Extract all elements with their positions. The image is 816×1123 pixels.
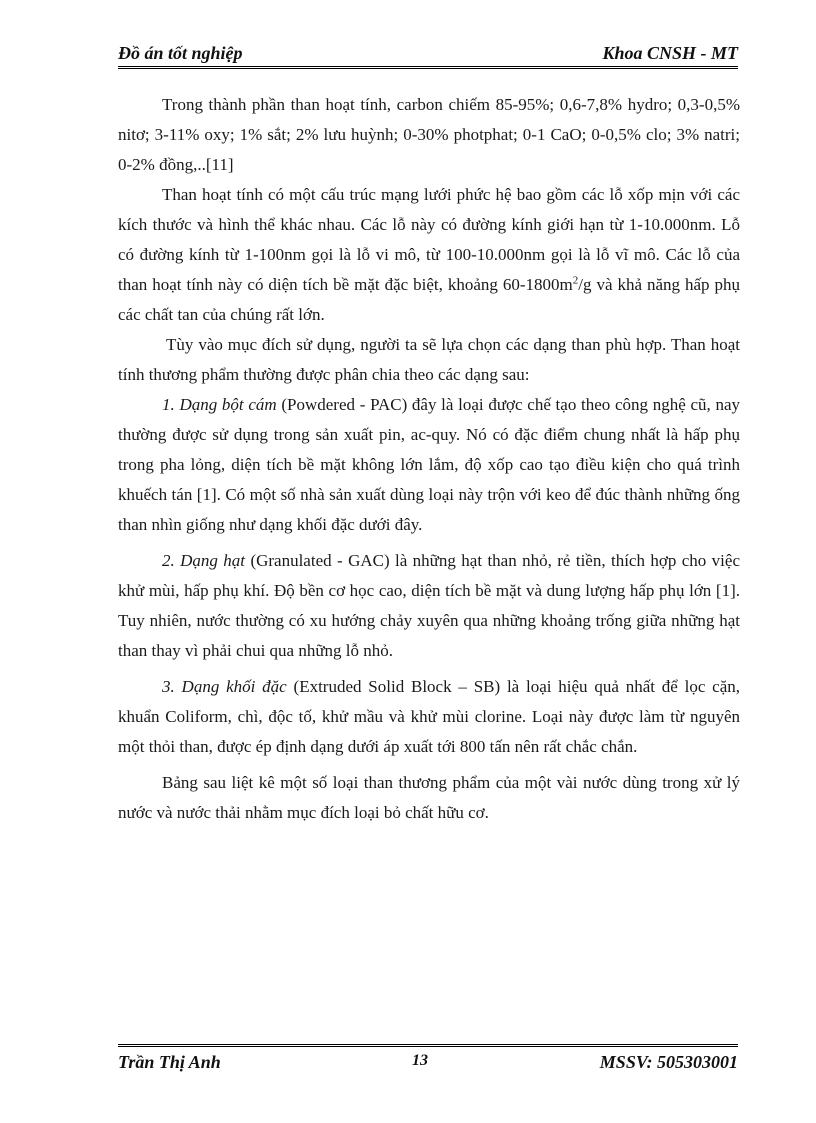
term-powdered: 1. Dạng bột cám [162, 395, 277, 414]
structure-text: Than hoạt tính có một cấu trúc mạng lưới phức hệ bao gồm các lỗ xốp mịn với các kích thước và hình thể khác nhau. Các lỗ này có đường kính giới hạn từ 1-10.000nm. Lỗ có đường kính từ 1-100nm gọi là lỗ vi mô, từ 100-10.000nm gọi là lỗ vĩ mô. Các lỗ của than hoạt tính này có diện tích bề mặt đặc biệt, khoảng 60-1800m [118, 185, 740, 294]
paragraph-types-intro: Tùy vào mục đích sử dụng, người ta sẽ lựa chọn các dạng than phù hợp. Than hoạt tính thương phẩm thường được phân chia theo các dạng sau: [118, 335, 740, 384]
document-body [118, 90, 740, 828]
header-right-title: Khoa CNSH - MT [602, 43, 738, 63]
paragraph-powdered [118, 390, 740, 540]
footer-student-id: MSSV: 505303001 [599, 1052, 738, 1072]
paragraph-granulated [118, 546, 740, 666]
granulated-text: (Granulated - GAC) là những hạt than nhỏ, rẻ tiền, thích hợp cho việc khử mùi, hấp phụ khí. Độ bền cơ học cao, diện tích bề mặt và dung lượng hấp phụ lớn [1]. Tuy nhiên, nước thường có xu hướng chảy xuyên qua những khoảng trống giữa những hạt than thay vì phải chui qua những lỗ nhỏ. [118, 551, 740, 660]
footer-author: Trần Thị Anh [118, 1052, 221, 1072]
paragraph-structure [118, 180, 740, 330]
paragraph-table-intro: Bảng sau liệt kê một số loại than thương phẩm của một vài nước dùng trong xử lý nước và nước thải nhằm mục đích loại bỏ chất hữu cơ. [118, 773, 740, 822]
paragraph-composition: Trong thành phần than hoạt tính, carbon chiếm 85-95%; 0,6-7,8% hydro; 0,3-0,5% nitơ; 3-11% oxy; 1% sắt; 2% lưu huỳnh; 0-30% photphat; 0-1 CaO; 0-0,5% clo; 3% natri; 0-2% đồng,..[11] [118, 95, 740, 174]
term-solid-block: 3. Dạng khối đặc [162, 677, 287, 696]
solid-block-text: (Extruded Solid Block – SB) là loại hiệu quả nhất để lọc cặn, khuẩn Coliform, chì, độc tố, khử mầu và khử mùi clorine. Loại này được làm từ nguyên một thỏi than, được ép định dạng dưới áp xuất tới 800 tấn nên rất chắc chắn. [118, 677, 741, 756]
page-number: 13 [412, 1052, 428, 1069]
paragraph-solid-block [118, 672, 740, 762]
header-left-title: Đồ án tốt nghiệp [118, 43, 243, 63]
structure-text-end: /g và khả năng hấp phụ các chất tan của chúng rất lớn. [118, 275, 740, 324]
term-granulated: 2. Dạng hạt [162, 551, 246, 570]
page-header [118, 40, 738, 69]
superscript-2: 2 [572, 274, 579, 287]
page-footer [118, 1044, 738, 1075]
powdered-text: (Powdered - PAC) đây là loại được chế tạo theo công nghệ cũ, nay thường được sử dụng trong sản xuất pin, ac-quy. Nó có đặc điểm chung nhất là hấp phụ trong pha lỏng, diện tích bề mặt không lớn lắm, độ xốp cao tạo điều kiện cho quá trình khuếch tán [1]. Có một số nhà sản xuất dùng loại này trộn với keo để đúc thành những ống than nhìn giống như dạng khối đặc dưới đây. [118, 395, 741, 534]
